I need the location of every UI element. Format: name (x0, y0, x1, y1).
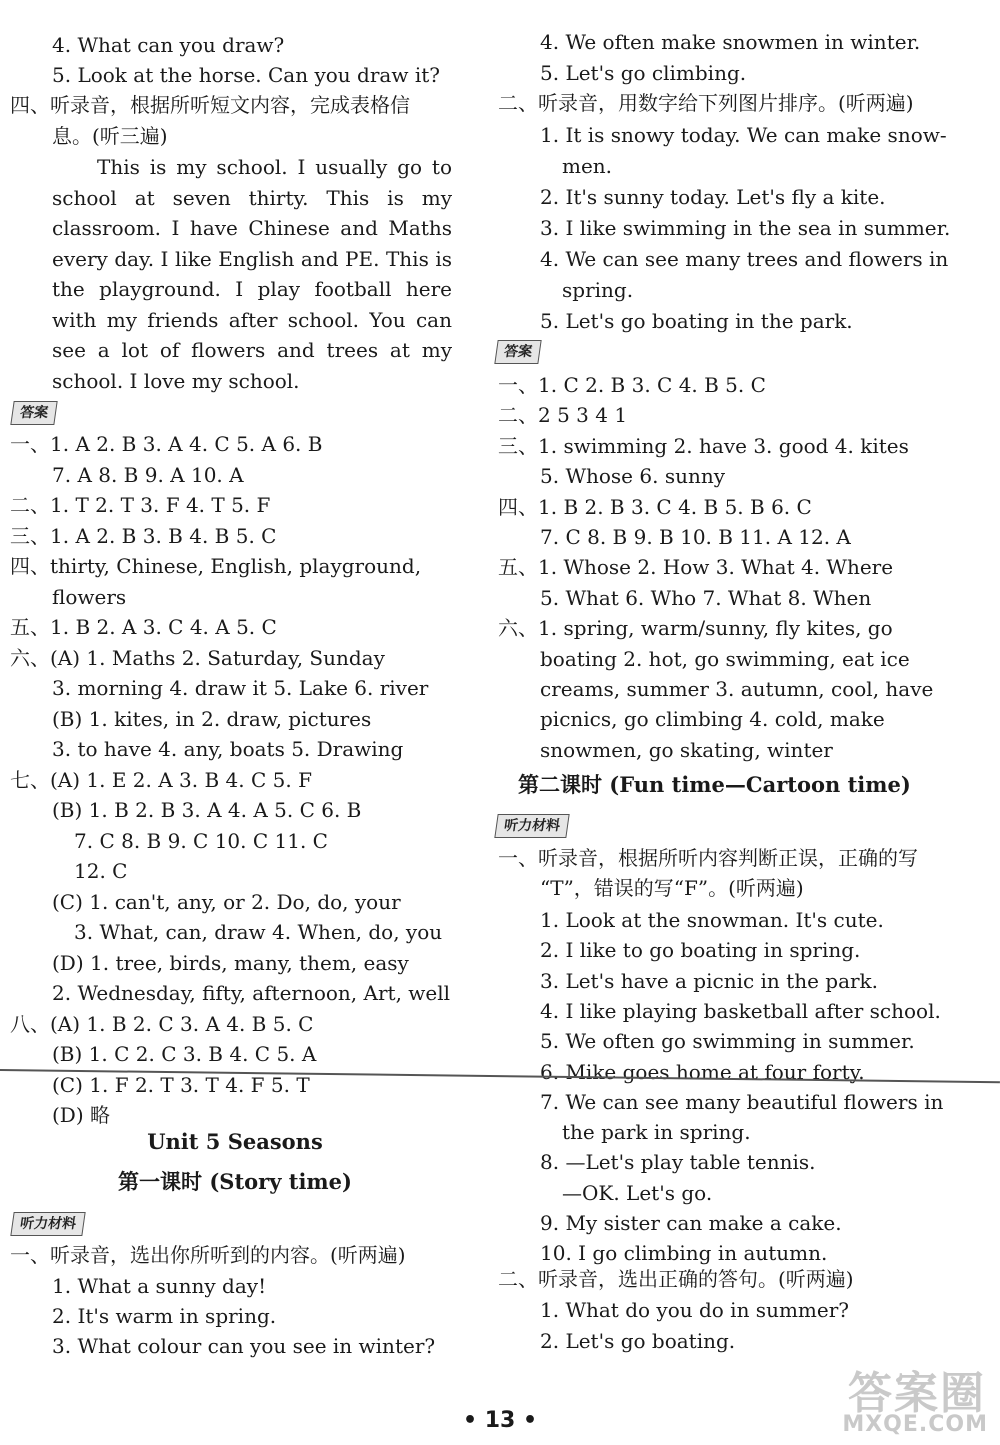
watermark-url: MXQE.COM (842, 1412, 988, 1437)
text-line: 三、1. swimming 2. have 3. good 4. kites (498, 433, 909, 458)
text-line: 4. What can you draw? (52, 33, 285, 57)
text-line: the park in spring. (562, 1120, 751, 1145)
text-line: 2. It's warm in spring. (52, 1304, 277, 1328)
text-line: 2. Wednesday, fifty, afternoon, Art, well (52, 981, 451, 1005)
text-line: snowmen, go skating, winter (540, 737, 833, 762)
section-title: 一、听录音，选出你所听到的内容。(听两遍) (10, 1243, 406, 1267)
text-line: 9. My sister can make a cake. (540, 1211, 842, 1235)
text-line: 3. morning 4. draw it 5. Lake 6. river (52, 676, 429, 700)
text-line: 1. What do you do in summer? (540, 1298, 850, 1322)
lesson-title: 第二课时 (Fun time—Cartoon time) (518, 772, 911, 797)
section-title: 二、听录音，选出正确的答句。(听两遍) (498, 1267, 854, 1291)
text-line: 3. What, can, draw 4. When, do, you (74, 920, 443, 944)
text-line: 7. C 8. B 9. C 10. C 11. C (74, 828, 328, 853)
text-line: 一、1. A 2. B 3. A 4. C 5. A 6. B (10, 432, 323, 456)
text-line: 四、thirty, Chinese, English, playground, (10, 554, 422, 578)
answer-tag: 答案 (10, 401, 57, 425)
text-line: men. (562, 154, 613, 178)
passage-text: This is my school. I usually go to school at seven thirty. This is my classroom. I have Chinese and Maths every day. I like English and PE. This is the playground. I play football here with my friends after school. You can see a lot of flowers and trees at my school. I love my school. (52, 155, 452, 393)
text-line: 一、1. C 2. B 3. C 4. B 5. C (498, 373, 766, 397)
text-line: 四、1. B 2. B 3. C 4. B 5. B 6. C (498, 494, 812, 519)
text-line: 三、1. A 2. B 3. B 4. B 5. C (10, 523, 277, 548)
text-line: 六、(A) 1. Maths 2. Saturday, Sunday (10, 645, 385, 670)
text-line: (C) 1. can't, any, or 2. Do, do, your (52, 889, 401, 914)
watermark-text: 答案圈 (848, 1368, 986, 1419)
text-line: 5. Let's go boating in the park. (540, 309, 853, 333)
section-title: 一、听录音，根据所听内容判断正误，正确的写 (498, 846, 918, 870)
text-line: 3. to have 4. any, boats 5. Drawing (52, 737, 404, 761)
text-line: 1. What a sunny day! (52, 1274, 267, 1298)
text-line: (B) 1. C 2. C 3. B 4. C 5. A (52, 1042, 317, 1066)
page-number: • 13 • (462, 1408, 538, 1433)
text-line: 4. We often make snowmen in winter. (540, 30, 921, 54)
text-line: 1. It is snowy today. We can make snow- (540, 123, 947, 147)
text-line: 6. Mike goes home at four forty. (540, 1059, 865, 1084)
text-line: spring. (562, 278, 634, 302)
text-line: 2. Let's go boating. (540, 1329, 736, 1353)
text-line: 2. I like to go boating in spring. (540, 938, 861, 963)
text-line: picnics, go climbing 4. cold, make (540, 707, 885, 732)
text-line: 1. Look at the snowman. It's cute. (540, 908, 884, 932)
text-line: 3. What colour can you see in winter? (52, 1334, 436, 1358)
section-title: 二、听录音，用数字给下列图片排序。(听两遍) (498, 91, 914, 115)
unit-title: Unit 5 Seasons (147, 1129, 323, 1154)
text-line: 8. —Let's play table tennis. (540, 1150, 816, 1175)
text-line: 7. A 8. B 9. A 10. A (52, 462, 244, 487)
text-line: 七、(A) 1. E 2. A 3. B 4. C 5. F (10, 767, 312, 792)
text-line: 7. C 8. B 9. B 10. B 11. A 12. A (540, 525, 851, 549)
text-line: 3. Let's have a picnic in the park. (540, 968, 879, 993)
text-line: 二、1. T 2. T 3. F 4. T 5. F (10, 493, 271, 517)
text-line: (B) 1. B 2. B 3. A 4. A 5. C 6. B (52, 798, 362, 822)
text-line: 12. C (74, 859, 128, 883)
text-line: boating 2. hot, go swimming, eat ice (540, 646, 910, 671)
watermark-logo (820, 1357, 990, 1437)
section-title: “T”，错误的写“F”。(听两遍) (540, 876, 804, 900)
text-line: 八、(A) 1. B 2. C 3. A 4. B 5. C (10, 1011, 314, 1036)
text-line: 4. I like playing basketball after school. (540, 998, 941, 1023)
text-line: 六、1. spring, warm/sunny, fly kites, go (498, 616, 893, 641)
lesson-title: 第一课时 (Story time) (118, 1169, 352, 1194)
text-line: 5. Let's go climbing. (540, 61, 747, 85)
section-title: 四、听录音，根据所听短文内容，完成表格信 (10, 93, 410, 117)
text-line: (D) 1. tree, birds, many, them, easy (52, 950, 409, 975)
section-title: 息。(听三遍) (52, 124, 168, 148)
text-line: 5. What 6. Who 7. What 8. When (540, 585, 872, 610)
text-line: 7. We can see many beautiful flowers in (540, 1089, 944, 1114)
text-line: 4. We can see many trees and flowers in (540, 247, 949, 271)
text-line: 10. I go climbing in autumn. (540, 1241, 828, 1266)
text-line: (D) 略 (52, 1103, 110, 1127)
text-line: 五、1. B 2. A 3. C 4. A 5. C (10, 615, 277, 639)
text-line: (B) 1. kites, in 2. draw, pictures (52, 706, 372, 731)
text-line: 二、2 5 3 4 1 (498, 403, 628, 428)
answer-tag: 答案 (494, 340, 541, 364)
text-line: flowers (52, 584, 127, 609)
text-line: 五、1. Whose 2. How 3. What 4. Where (498, 555, 894, 580)
text-line: creams, summer 3. autumn, cool, have (540, 677, 934, 701)
text-line: 5. Look at the horse. Can you draw it? (52, 63, 440, 87)
text-line: 3. I like swimming in the sea in summer. (540, 216, 951, 240)
listening-material-tag: 听力材料 (10, 1212, 85, 1236)
text-line: —OK. Let's go. (562, 1180, 713, 1205)
text-line: (C) 1. F 2. T 3. T 4. F 5. T (52, 1072, 310, 1097)
text-line: 2. It's sunny today. Let's fly a kite. (540, 185, 886, 209)
text-line: 5. We often go swimming in summer. (540, 1029, 915, 1054)
text-line: 5. Whose 6. sunny (540, 464, 726, 489)
listening-material-tag: 听力材料 (494, 814, 569, 838)
